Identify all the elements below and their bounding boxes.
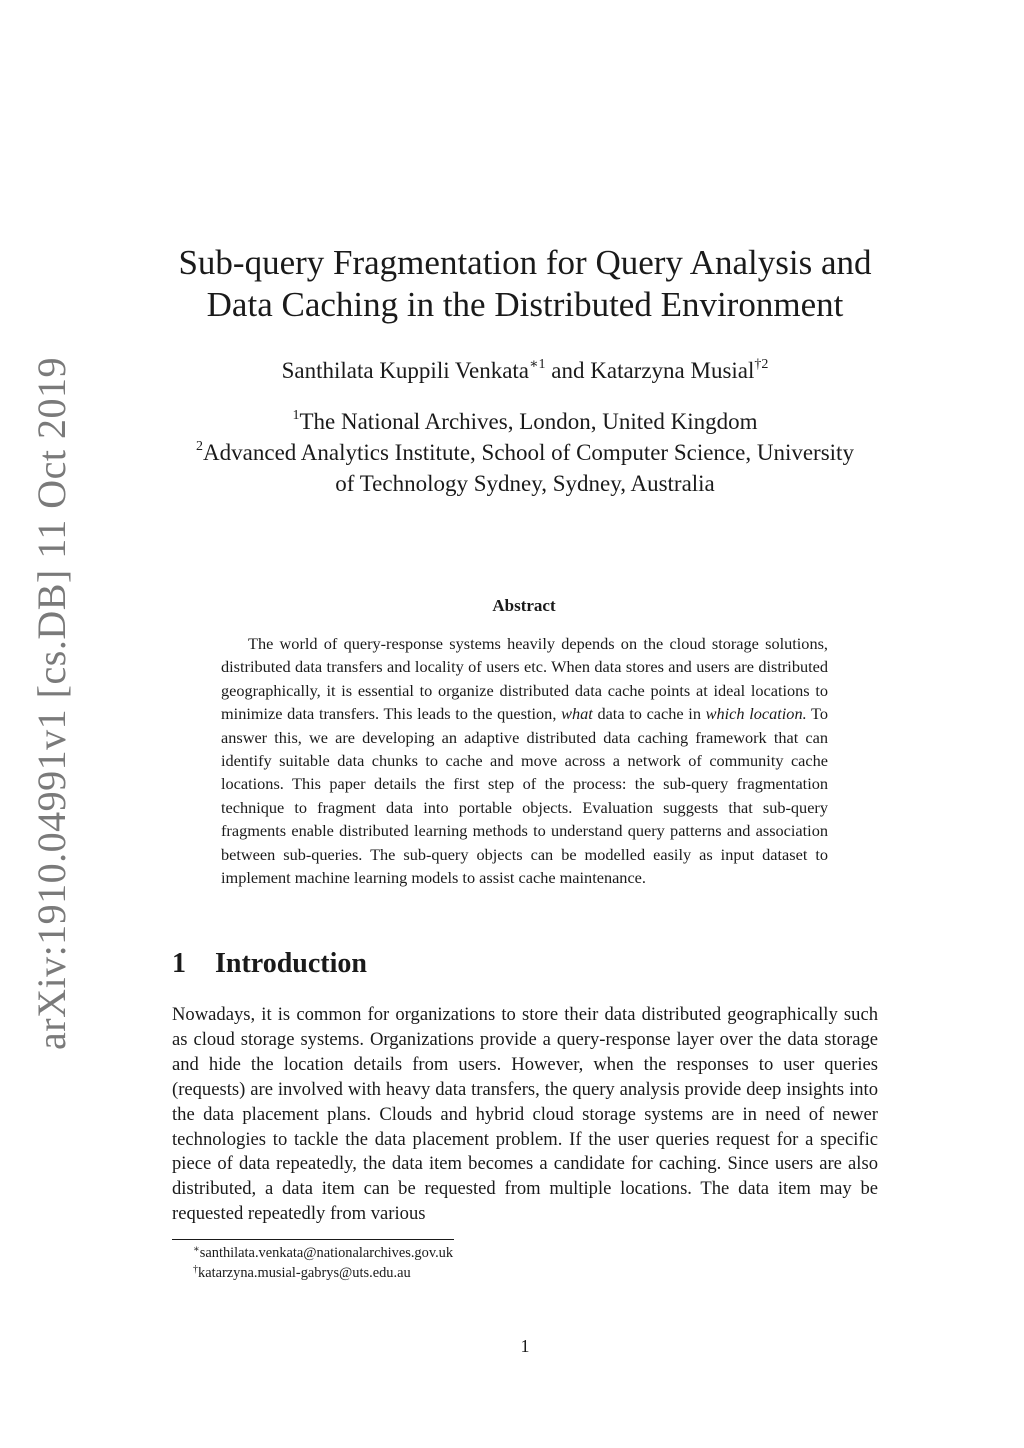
footnote-2-email: katarzyna.musial-gabrys@uts.edu.au — [198, 1265, 411, 1281]
affiliation-1 — [168, 406, 882, 437]
footnote-separator — [172, 1239, 454, 1240]
abstract-text-part-3: To answer this, we are developing an adaptive distributed data caching framework that can identify suitable data chunks to cache and move across a network of community cache locations. This paper details the first step of the process: the sub-query fragmentation technique to fragment data into portable objects. Evaluation suggests that sub-query fragments enable distributed learning methods to understand query patterns and association between sub-queries. The sub-query objects can be modelled easily as input dataset to implement machine learning models to assist cache maintenance. — [221, 704, 828, 888]
author-conjunction: and — [551, 358, 585, 383]
footnotes — [193, 1243, 453, 1283]
abstract-heading: Abstract — [492, 596, 556, 615]
footnote-1 — [193, 1243, 453, 1263]
page-number: 1 — [520, 1336, 530, 1356]
footnote-1-email: santhilata.venkata@nationalarchives.gov.uk — [199, 1245, 454, 1261]
author-2-name: Katarzyna Musial — [590, 358, 755, 383]
abstract-text-part-1: The world of query-response systems heavily depends on the cloud storage solutions, distributed data transfers and locality of users etc. When data stores and users are distributed geographically, it is essential to organize distributed data cache points at ideal locations to minimize data transfers. This leads to the question, — [221, 634, 828, 724]
abstract-emphasis-location: which location. — [705, 704, 807, 724]
author-1-name: Santhilata Kuppili Venkata — [281, 358, 530, 383]
affiliation-2-text: Advanced Analytics Institute, School of Computer Science, University — [203, 440, 854, 465]
author-2-marks: †2 — [754, 357, 769, 372]
section-number: 1 — [172, 948, 186, 979]
affiliation-2-line-1 — [168, 437, 882, 468]
affiliations — [168, 406, 882, 499]
abstract-text — [221, 632, 828, 889]
introduction-paragraph: Nowadays, it is common for organizations to store their data distributed geographically such as cloud storage systems. Organizations provide a query-response layer over the data storage and hide the location details from users. However, when the responses to user queries (requests) are involved with heavy data transfers, the query analysis provide deep insights into the data placement plans. Clouds and hybrid cloud storage systems are in need of newer technologies to tackle the data placement problem. If the user queries request for a specific piece of data repeatedly, the data item becomes a candidate for caching. Since users are also distributed, a data item can be requested from multiple locations. The data item may be requested repeatedly from various — [172, 1004, 878, 1225]
footnote-2-mark: † — [193, 1264, 198, 1275]
title-line-1: Sub-query Fragmentation for Query Analysis and — [178, 243, 872, 282]
affiliation-1-mark: 1 — [292, 408, 300, 423]
affiliation-1-text: The National Archives, London, United Kingdom — [299, 409, 758, 434]
title-line-2: Data Caching in the Distributed Environment — [206, 285, 844, 324]
footnote-1-mark: ∗ — [193, 1244, 200, 1255]
paper-title — [172, 242, 878, 326]
section-heading-introduction — [172, 948, 367, 980]
section-title: Introduction — [215, 948, 367, 979]
affiliation-2-mark: 2 — [196, 439, 204, 454]
arxiv-identifier-stamp: arXiv:1910.04991v1 [cs.DB] 11 Oct 2019 — [29, 357, 74, 1050]
affiliation-2-line-2: of Technology Sydney, Sydney, Australia — [335, 471, 715, 496]
abstract-emphasis-what: what — [561, 704, 593, 724]
author-1-marks: ∗1 — [529, 357, 546, 372]
author-list — [172, 356, 878, 386]
abstract-text-part-2: data to cache in — [597, 704, 701, 724]
footnote-2 — [193, 1263, 453, 1283]
